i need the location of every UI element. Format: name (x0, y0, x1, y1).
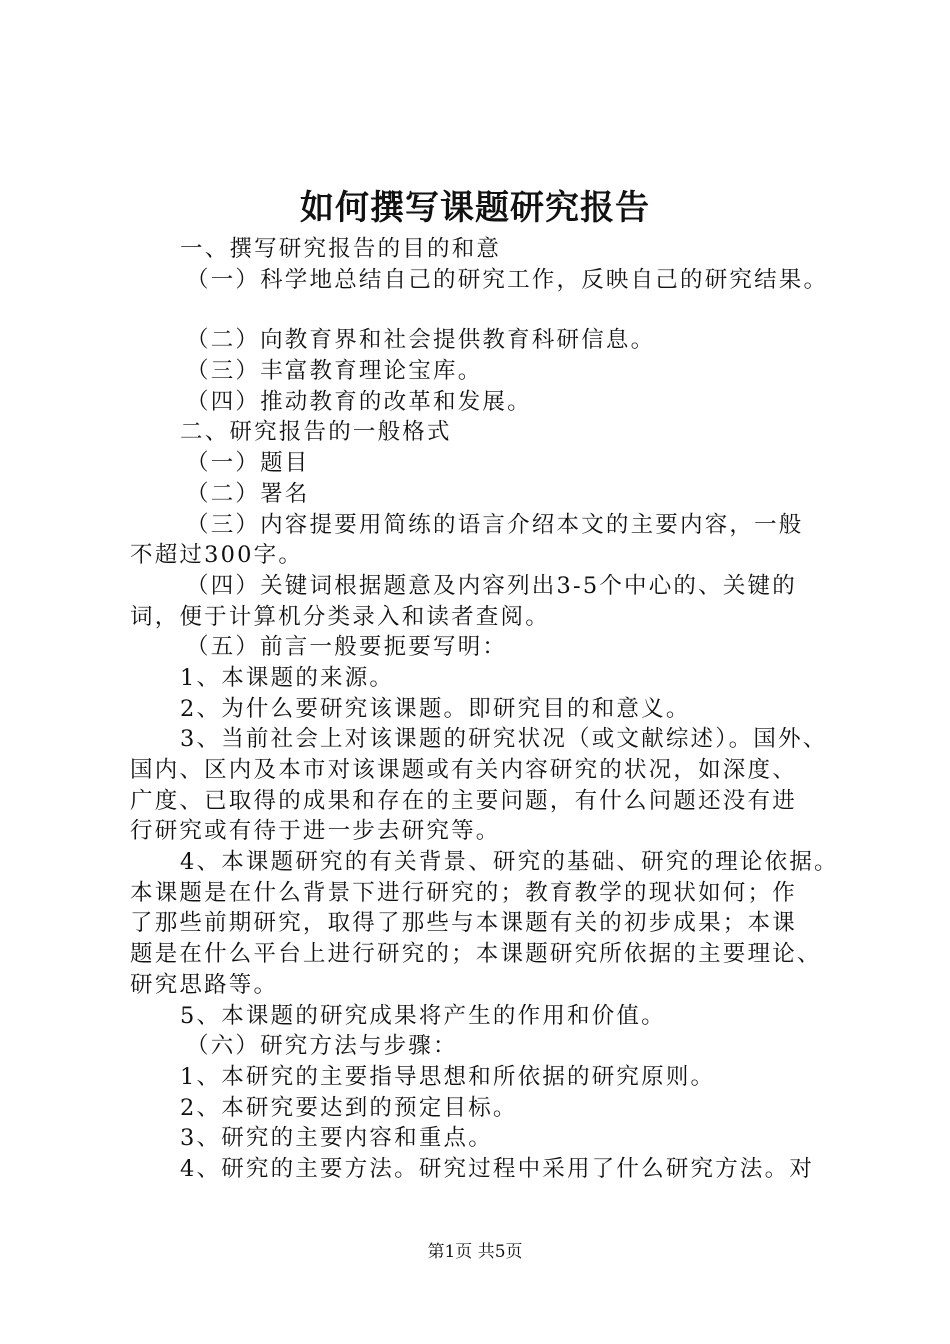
paragraph-line: 本课题是在什么背景下进行研究的；教育教学的现状如何；作 (130, 879, 797, 906)
paragraph-line: 国内、区内及本市对该课题或有关内容研究的状况，如深度、 (130, 757, 797, 783)
paragraph-line: 3、当前社会上对该课题的研究状况（或文献综述）。国外、 (180, 726, 828, 753)
paragraph-line: （三）丰富教育理论宝库。 (186, 358, 483, 385)
paragraph-line: （一）题目 (186, 450, 310, 477)
document-title: 如何撰写课题研究报告 (300, 188, 650, 228)
paragraph-line: （五）前言一般要扼要写明： (186, 634, 508, 661)
paragraph-line: 行研究或有待于进一步去研究等。 (130, 818, 501, 845)
paragraph-line: （六）研究方法与步骤： (186, 1033, 458, 1060)
paragraph-line: （一）科学地总结自己的研究工作，反映自己的研究结果。 (186, 266, 829, 293)
paragraph-line: 词，便于计算机分类录入和读者查阅。 (130, 603, 550, 630)
paragraph-line: 不超过300字。 (130, 542, 304, 569)
paragraph-line: 2、为什么要研究该课题。即研究目的和意义。 (180, 695, 691, 722)
paragraph-line: 2、本研究要达到的预定目标。 (180, 1094, 518, 1121)
paragraph-line: 广度、已取得的成果和存在的主要问题，有什么问题还没有进 (130, 787, 797, 814)
heading-section-2: 二、研究报告的一般格式 (180, 419, 452, 446)
paragraph-line: 研究思路等。 (130, 971, 279, 998)
page-number-footer: 第1页 共5页 (427, 1242, 523, 1262)
paragraph-line: 4、研究的主要方法。研究过程中采用了什么研究方法。对 (180, 1155, 815, 1182)
paragraph-line: 题是在什么平台上进行研究的；本课题研究所依据的主要理论、 (130, 941, 822, 968)
paragraph-line: 5、本课题的研究成果将产生的作用和价值。 (180, 1002, 666, 1029)
blank-line (130, 295, 850, 325)
paragraph-line: 3、研究的主要内容和重点。 (180, 1125, 493, 1152)
paragraph-line: 了那些前期研究，取得了那些与本课题有关的初步成果；本课 (130, 910, 797, 937)
paragraph-line: （四）关键词根据题意及内容列出3-5个中心的、关键的 (186, 572, 797, 599)
paragraph-line: （三）内容提要用简练的语言介绍本文的主要内容，一般 (186, 511, 804, 538)
paragraph-line: 1、本课题的来源。 (180, 664, 395, 691)
paragraph-line: （四）推动教育的改革和发展。 (186, 388, 532, 415)
paragraph-line: （二）署名 (186, 480, 310, 507)
document-body (130, 234, 850, 1185)
paragraph-line: 4、本课题研究的有关背景、研究的基础、研究的理论依据。 (180, 849, 839, 876)
paragraph-line: 1、本研究的主要指导思想和所依据的研究原则。 (180, 1063, 716, 1090)
paragraph-line: （二）向教育界和社会提供教育科研信息。 (186, 327, 656, 354)
heading-section-1: 一、撰写研究报告的目的和意 (180, 236, 502, 262)
